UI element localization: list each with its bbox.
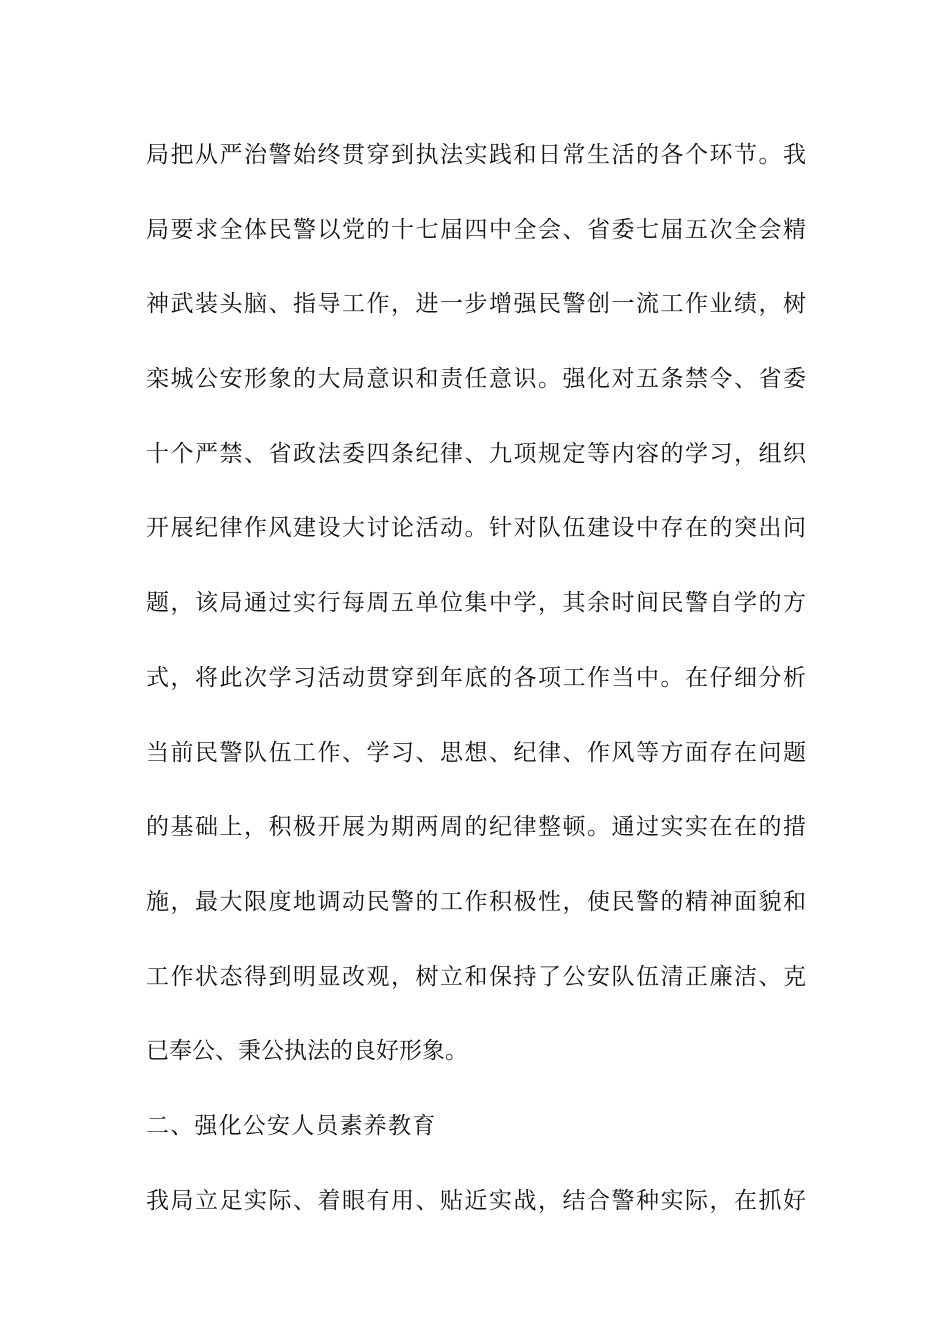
section-heading: 二、强化公安人员素养教育 bbox=[146, 1112, 437, 1139]
paragraph-line: 局要求全体民警以党的十七届四中全会、省委七届五次全会精 bbox=[146, 216, 806, 243]
paragraph-line: 栾城公安形象的大局意识和责任意识。强化对五条禁令、省委 bbox=[146, 366, 806, 393]
document-body bbox=[146, 131, 806, 1251]
paragraph-line: 神武装头脑、指导工作，进一步增强民警创一流工作业绩，树 bbox=[146, 291, 806, 318]
paragraph-line: 式，将此次学习活动贯穿到年底的各项工作当中。在仔细分析 bbox=[146, 664, 806, 691]
next-paragraph-line: 我局立足实际、着眼有用、贴近实战，结合警种实际，在抓好 bbox=[146, 1187, 806, 1214]
paragraph-line: 开展纪律作风建设大讨论活动。针对队伍建设中存在的突出问 bbox=[146, 515, 806, 542]
paragraph-line: 工作状态得到明显改观，树立和保持了公安队伍清正廉洁、克 bbox=[146, 963, 806, 990]
paragraph-last-line: 已奉公、秉公执法的良好形象。 bbox=[146, 1038, 468, 1065]
paragraph-line: 十个严禁、省政法委四条纪律、九项规定等内容的学习，组织 bbox=[146, 440, 806, 467]
paragraph-line: 题，该局通过实行每周五单位集中学，其余时间民警自学的方 bbox=[146, 590, 806, 617]
paragraph-line: 当前民警队伍工作、学习、思想、纪律、作风等方面存在问题 bbox=[146, 739, 806, 766]
paragraph-line: 施，最大限度地调动民警的工作积极性，使民警的精神面貌和 bbox=[146, 888, 806, 915]
paragraph-line: 的基础上，积极开展为期两周的纪律整顿。通过实实在在的措 bbox=[146, 814, 806, 841]
paragraph-line: 局把从严治警始终贯穿到执法实践和日常生活的各个环节。我 bbox=[146, 142, 806, 168]
